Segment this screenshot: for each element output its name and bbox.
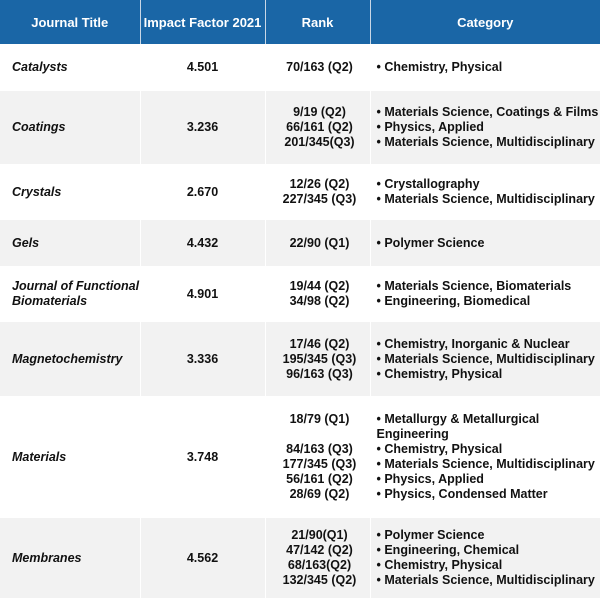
impact-factor: 3.236 [140, 91, 265, 164]
impact-factor: 4.501 [140, 44, 265, 91]
header-row [0, 0, 600, 44]
journal-title: Magnetochemistry [0, 322, 140, 396]
journal-title: Catalysts [0, 44, 140, 91]
category-cell: • Chemistry, Physical [370, 44, 600, 91]
table-row [0, 518, 600, 598]
journal-title: Crystals [0, 164, 140, 220]
impact-factor: 3.748 [140, 396, 265, 518]
rank-cell: 22/90 (Q1) [265, 220, 370, 266]
impact-factor: 2.670 [140, 164, 265, 220]
category-cell: • Polymer Science • Engineering, Chemical • Chemistry, Physical • Materials Science, Multidisciplinary [370, 518, 600, 598]
category-cell: • Polymer Science [370, 220, 600, 266]
category-cell: • Materials Science, Biomaterials • Engineering, Biomedical [370, 266, 600, 322]
impact-factor: 4.901 [140, 266, 265, 322]
table-row [0, 91, 600, 164]
impact-factor: 4.562 [140, 518, 265, 598]
journal-title: Journal of Functional Biomaterials [0, 266, 140, 322]
journal-title: Coatings [0, 91, 140, 164]
rank-cell: 19/44 (Q2) 34/98 (Q2) [265, 266, 370, 322]
category-cell: • Crystallography • Materials Science, Multidisciplinary [370, 164, 600, 220]
rank-cell: 18/79 (Q1) 84/163 (Q3) 177/345 (Q3) 56/161 (Q2) 28/69 (Q2) [265, 396, 370, 518]
impact-factor: 3.336 [140, 322, 265, 396]
journal-title: Gels [0, 220, 140, 266]
table-row [0, 220, 600, 266]
rank-cell: 9/19 (Q2) 66/161 (Q2) 201/345(Q3) [265, 91, 370, 164]
table-row [0, 396, 600, 518]
rank-cell: 12/26 (Q2) 227/345 (Q3) [265, 164, 370, 220]
rank-cell: 70/163 (Q2) [265, 44, 370, 91]
table-row [0, 266, 600, 322]
table-row [0, 164, 600, 220]
header-journal-title: Journal Title [0, 0, 140, 44]
header-rank: Rank [265, 0, 370, 44]
journal-title: Membranes [0, 518, 140, 598]
journal-title: Materials [0, 396, 140, 518]
category-cell: • Materials Science, Coatings & Films • Physics, Applied • Materials Science, Multidisciplinary [370, 91, 600, 164]
category-cell: • Chemistry, Inorganic & Nuclear • Materials Science, Multidisciplinary • Chemistry, Physical [370, 322, 600, 396]
table-row [0, 44, 600, 91]
header-category: Category [370, 0, 600, 44]
category-cell: • Metallurgy & Metallurgical Engineering • Chemistry, Physical • Materials Science, Multidisciplinary • Physics, Applied • Physics, Condensed Matter [370, 396, 600, 518]
impact-factor: 4.432 [140, 220, 265, 266]
rank-cell: 21/90(Q1) 47/142 (Q2) 68/163(Q2) 132/345 (Q2) [265, 518, 370, 598]
rank-cell: 17/46 (Q2) 195/345 (Q3) 96/163 (Q3) [265, 322, 370, 396]
table-row [0, 322, 600, 396]
header-impact-factor: Impact Factor 2021 [140, 0, 265, 44]
